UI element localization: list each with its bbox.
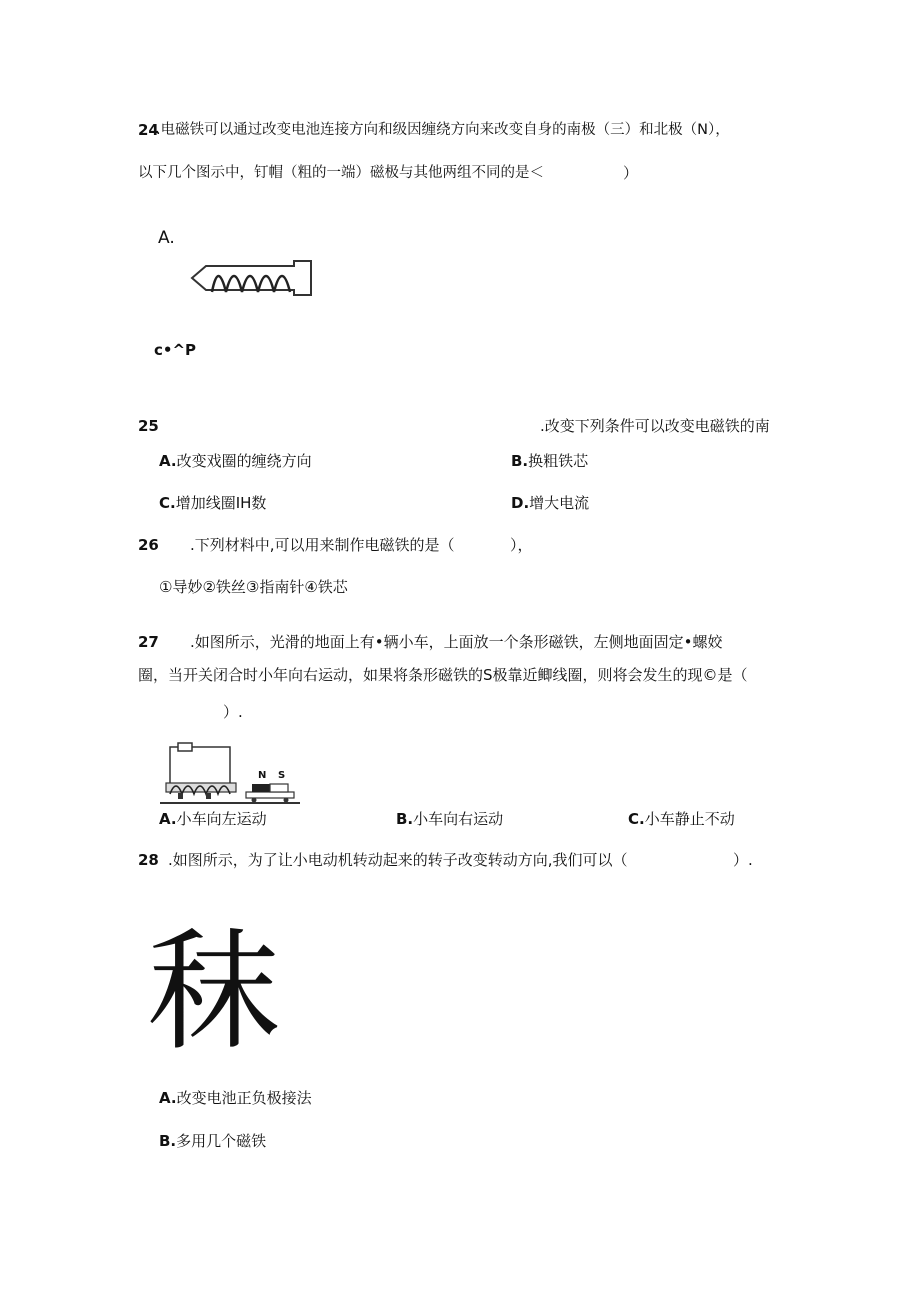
option-text: 增大电流 bbox=[529, 494, 590, 512]
q24-line2: 以下几个图示中，钉帽（粗的一端）磁极与其他两组不同的是＜ bbox=[138, 165, 544, 181]
q26-text: .下列材料中,可以用来制作电磁铁的是（ bbox=[190, 536, 455, 554]
option-label: C. bbox=[628, 810, 645, 828]
q27-number: 27 bbox=[138, 633, 159, 651]
q27-option-c bbox=[628, 809, 735, 829]
q24-paren-close: ） bbox=[623, 164, 639, 182]
option-label: D. bbox=[511, 494, 530, 512]
option-label: B. bbox=[159, 1132, 177, 1150]
option-text: 改变电池正负极接法 bbox=[176, 1089, 312, 1107]
q28-text: .如图所示，为了让小电动机转动起来的转子改变转动方向,我们可以（ bbox=[168, 851, 628, 869]
q27-option-b bbox=[396, 809, 503, 829]
option-text: 小车向右运动 bbox=[413, 810, 504, 828]
option-label: C. bbox=[159, 494, 176, 512]
q25-option-b bbox=[511, 451, 588, 471]
q27-line3: ）. bbox=[223, 703, 243, 721]
q24-line1: .电磁铁可以通过改变电池连接方向和级因缠绕方向来改变自身的南极（三）和北极（N）， bbox=[156, 122, 730, 138]
q25-option-d bbox=[511, 493, 589, 513]
q26-items: ①导妙②铁丝③指南针④铁芯 bbox=[159, 578, 348, 596]
magnet-n-label: N bbox=[258, 770, 267, 781]
option-label: A. bbox=[159, 1089, 177, 1107]
option-text: 小车静止不动 bbox=[644, 810, 735, 828]
option-label: A. bbox=[159, 452, 177, 470]
motor-figure-glyph: 秣 bbox=[148, 915, 280, 1069]
q28-number: 28 bbox=[138, 851, 159, 869]
option-label: A. bbox=[159, 810, 177, 828]
nail-coil-figure-a bbox=[190, 258, 315, 298]
q24-number: 24 bbox=[138, 121, 159, 139]
q24-option-a: A. bbox=[158, 228, 175, 248]
q26-number: 26 bbox=[138, 536, 159, 554]
option-text: 多用几个磁铁 bbox=[176, 1132, 267, 1150]
q25-number: 25 bbox=[138, 417, 159, 435]
q26-paren-close: ）， bbox=[510, 536, 533, 554]
q25-option-a bbox=[159, 451, 312, 471]
q28-option-a bbox=[159, 1088, 312, 1108]
q27-line1: .如图所示，光滑的地面上有•辆小车，上面放一个条形磁铁，左侧地面固定•螺姣 bbox=[190, 633, 723, 651]
q28-option-b bbox=[159, 1131, 266, 1151]
q27-option-a bbox=[159, 809, 267, 829]
q25-option-c bbox=[159, 493, 266, 513]
magnet-s-label: S bbox=[278, 770, 286, 781]
option-text: 改变戏圈的缠绕方向 bbox=[176, 452, 312, 470]
q24-option-c: c•^P bbox=[154, 341, 197, 359]
option-label: B. bbox=[511, 452, 529, 470]
option-text: 小车向左运动 bbox=[176, 810, 267, 828]
option-text: 增加线圈IH数 bbox=[175, 494, 267, 512]
q25-text: .改变下列条件可以改变电磁铁的南 bbox=[540, 417, 770, 435]
q27-line2: 圈，当开关闭合时小年向右运动，如果将条形磁铁的S极靠近鲫线圈，则将会发生的现©是（ bbox=[138, 666, 748, 684]
q28-paren-close: ）. bbox=[733, 851, 753, 869]
option-label: B. bbox=[396, 810, 414, 828]
option-text: 换粗铁芯 bbox=[528, 452, 589, 470]
